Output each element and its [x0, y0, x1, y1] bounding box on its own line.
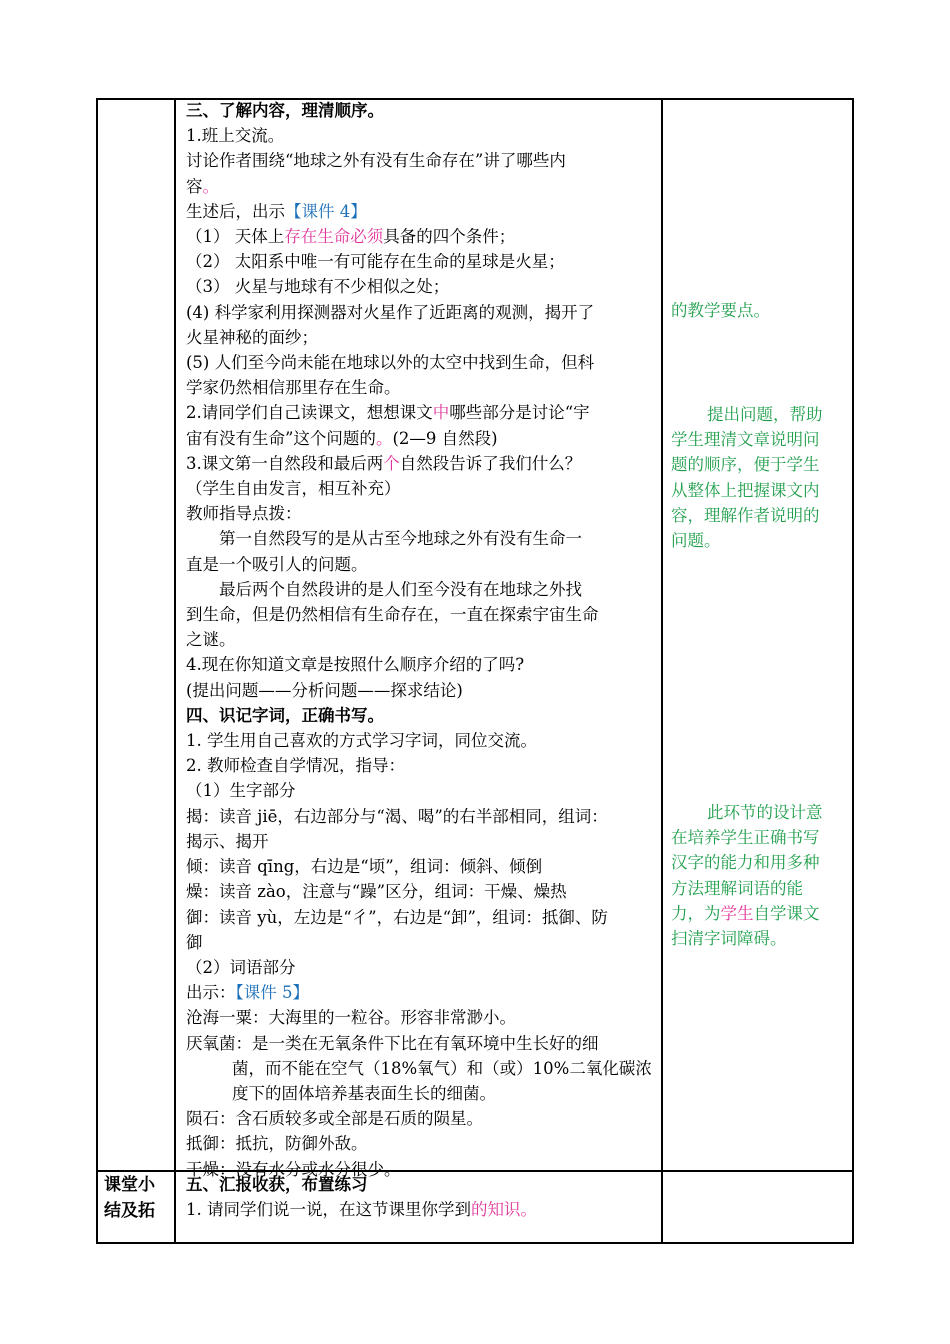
highlight-text: 存在生命必须 [284, 227, 384, 247]
word-yanyangjun: 厌氧菌：是一类在无氧条件下比在有氧环境中生长好的细 [186, 1033, 599, 1053]
courseware-4-label: 【课件 4】 [285, 201, 367, 221]
point-3: （3） 火星与地球有不少相似之处； [186, 277, 450, 297]
intent-3-line [671, 901, 843, 926]
point-4-cont: 火星神秘的面纱； [186, 327, 318, 347]
char-yu: 御：读音 yù，左边是“彳”，右边是“卸”，组词：抵御、防 [186, 907, 608, 927]
text-run: 个 [383, 453, 400, 473]
word-canghai: 沧海一粟：大海里的一粒谷。形容非常渺小。 [186, 1008, 516, 1028]
table-border-left [96, 98, 98, 1244]
section-four-heading: 四、识记字词，正确书写。 [186, 705, 384, 725]
read-step-cont [186, 426, 660, 451]
text-run: 1. 请同学们说一说，在这节课里你学到 [186, 1200, 471, 1220]
text-run: 哪些部分是讨论“宇 [449, 403, 590, 423]
intent-3-line: 扫清字词障碍。 [671, 929, 787, 949]
stage-label: 课堂小 [104, 1175, 155, 1195]
text-run: 容 [186, 176, 203, 196]
text-run: (2—9 自然段) [392, 428, 498, 448]
text-run: 出示： [186, 983, 236, 1003]
stage-label-cont: 结及拓 [104, 1201, 155, 1221]
char-jie: 揭：读音 jiē，右边部分与“渴、喝”的右半部相同，组词： [186, 806, 608, 826]
point-1 [186, 224, 660, 249]
summary-step [186, 1197, 660, 1222]
column-divider-1 [174, 98, 176, 1244]
char-zao: 燥：读音 zào，注意与“躁”区分，组词：干燥、燥热 [186, 882, 567, 902]
intent-2-line: 学生理清文章说明问 [671, 430, 820, 450]
intent-2-line: 提出问题，帮助 [707, 405, 823, 424]
last-paragraph-note-cont: 到生命，但是仍然相信有生命存在，一直在探索宇宙生命 [186, 605, 599, 625]
point-5-cont: 学家仍然相信那里存在生命。 [186, 378, 401, 398]
section-five-heading: 五、汇报收获，布置练习 [186, 1175, 368, 1194]
section-three-heading: 三、了解内容，理清顺序。 [186, 101, 384, 120]
intent-3-line: 此环节的设计意 [707, 803, 823, 822]
order-question: 4.现在你知道文章是按照什么顺序介绍的了吗? [186, 655, 525, 675]
design-intent-note-2 [671, 402, 843, 553]
teaching-process-cell [186, 98, 660, 1182]
stage-label-cell [104, 1172, 170, 1224]
last-paragraph-note-end: 之谜。 [186, 630, 236, 650]
text-run: 3.课文第一自然段和最后两 [186, 453, 384, 473]
text-run: 中 [432, 403, 450, 423]
point-2: （2） 太阳系中唯一有可能存在生命的星球是火星； [186, 252, 565, 272]
text-run: 。 [202, 176, 219, 196]
text-run: 生述后，出示 [186, 201, 285, 221]
design-intent-note-1 [671, 298, 843, 323]
table-border-bottom [96, 1242, 854, 1244]
text-run: 具备的四个条件； [383, 227, 516, 247]
paragraph-question [186, 451, 660, 476]
first-paragraph-note-cont: 直是一个吸引人的问题。 [186, 554, 368, 574]
courseware-4-line [186, 199, 660, 224]
text-run: 自学课文 [753, 903, 820, 923]
text-run: 。 [375, 428, 393, 448]
read-step [186, 400, 660, 425]
char-jie-cont: 揭示、揭开 [186, 831, 269, 851]
word-diyu: 抵御：抵抗，防御外敌。 [186, 1134, 368, 1154]
intent-3-line: 方法理解词语的能 [671, 878, 803, 898]
last-paragraph-note: 最后两个自然段讲的是人们至今没有在地球之外找 [219, 579, 582, 599]
text-run: 宙有没有生命”这个问题的 [186, 428, 376, 448]
check-step: 2. 教师检查自学情况，指导： [186, 756, 405, 776]
highlight-text: 的知识 [471, 1200, 521, 1220]
teaching-points-note: 的教学要点。 [671, 301, 770, 320]
word-yanyangjun-cont: 菌，而不能在空气（18%氧气）和（或）10%二氧化碳浓 [232, 1058, 652, 1078]
courseware-5-label: 【课件 5】 [235, 983, 309, 1003]
column-divider-2 [661, 98, 663, 1244]
text-run: 2.请同学们自己读课文，想想课文 [186, 403, 433, 423]
intent-3-line: 在培养学生正确书写 [671, 828, 820, 848]
text-run: 。 [520, 1200, 537, 1220]
word-ganzao: 干燥：没有水分或水分很少。 [186, 1159, 401, 1179]
char-qing: 倾：读音 qīng，右边是“顷”，组词：倾斜、倾倒 [186, 857, 543, 877]
intent-2-line: 题的顺序，便于学生 [671, 455, 820, 475]
words-title: （2）词语部分 [186, 957, 296, 977]
word-yunshi: 陨石：含石质较多或全部是石质的陨星。 [186, 1109, 483, 1129]
summary-cell [186, 1172, 660, 1222]
new-characters-title: （1）生字部分 [186, 781, 296, 801]
first-paragraph-note: 第一自然段写的是从古至今地球之外有没有生命一 [219, 529, 582, 549]
intent-3-line: 汉字的能力和用多种 [671, 853, 820, 873]
point-5: (5) 人们至今尚未能在地球以外的太空中找到生命，但科 [186, 353, 595, 373]
teacher-hint: 教师指导点拨： [186, 504, 302, 524]
intent-2-line: 从整体上把握课文内 [671, 480, 820, 500]
discussion-question: 讨论作者围绕“地球之外有没有生命存在”讲了哪些内 [186, 151, 566, 171]
intent-2-line: 问题。 [671, 531, 721, 551]
table-border-right [852, 98, 854, 1244]
text-run: （1） 天体上 [186, 227, 285, 247]
text-run: 学生 [720, 903, 754, 923]
self-study-step: 1. 学生用自己喜欢的方式学习字词，同位交流。 [186, 731, 537, 751]
char-yu-cont: 御 [186, 932, 203, 952]
text-run: 自然段告诉了我们什么？ [399, 453, 582, 473]
discussion-question-cont [186, 174, 660, 199]
courseware-5-line [186, 980, 660, 1005]
point-4: (4) 科学家利用探测器对火星作了近距离的观测，揭开了 [186, 302, 595, 322]
design-intent-note-3 [671, 800, 843, 951]
intent-2-line: 容，理解作者说明的 [671, 505, 820, 525]
paragraph-question-note: （学生自由发言，相互补充） [186, 479, 401, 499]
exchange-step: 1.班上交流。 [186, 126, 285, 146]
word-yanyangjun-end: 度下的固体培养基表面生长的细菌。 [232, 1083, 496, 1103]
order-answer: (提出问题——分析问题——探求结论) [186, 680, 463, 700]
text-run: 力，为 [671, 903, 721, 923]
